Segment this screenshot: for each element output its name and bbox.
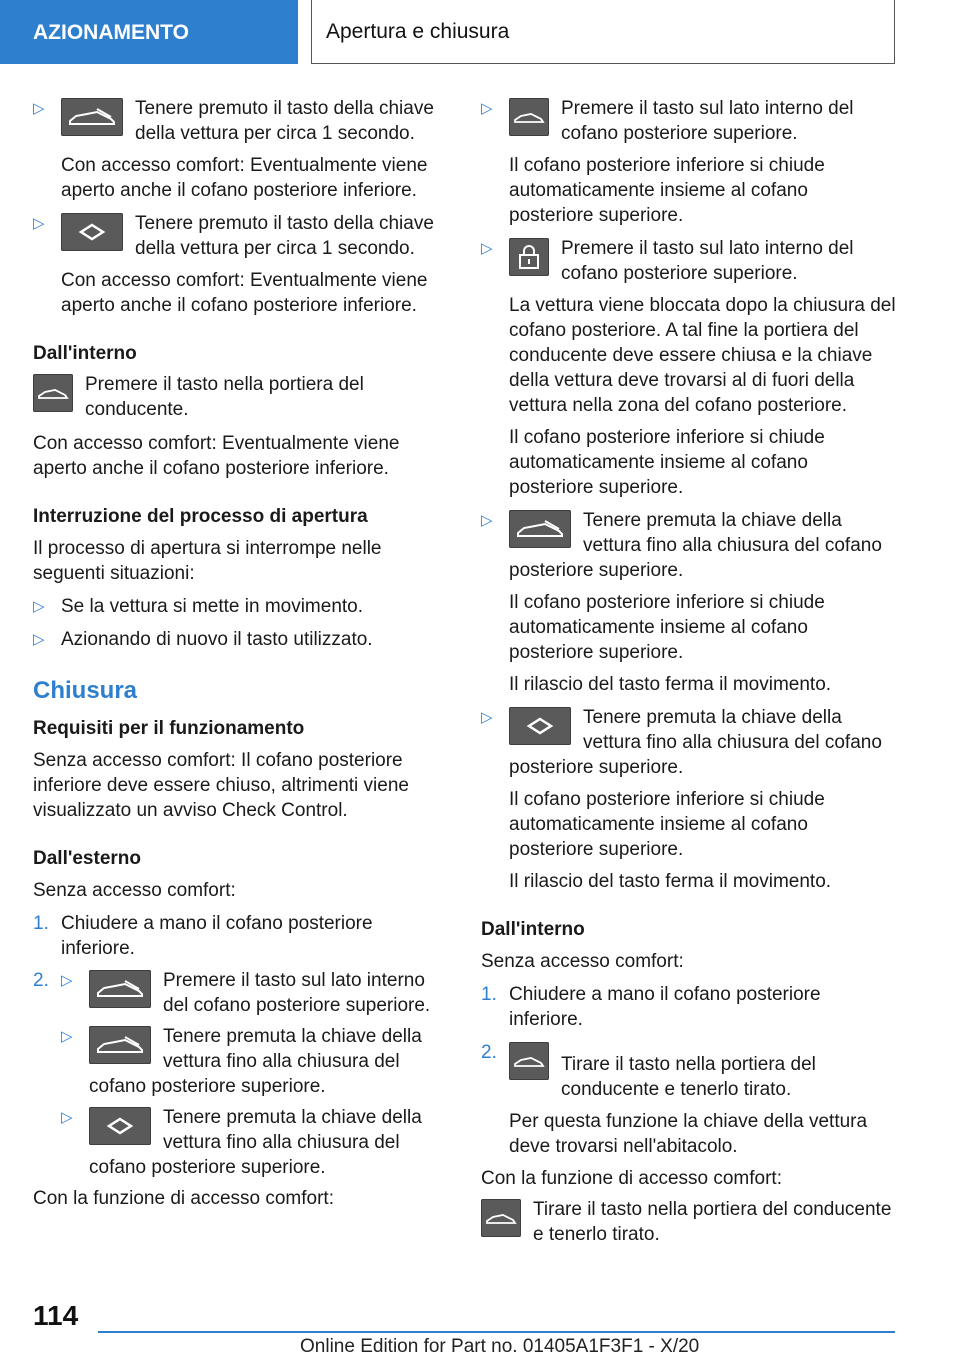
key-trunk-icon [89,1026,151,1064]
outside-intro: Senza accesso comfort: [33,880,236,901]
bullet-note: Il cofano posteriore inferiore si chiude automaticamente insieme al cofano posteriore superiore. [509,427,825,498]
heading-inside: Dall'interno [481,919,585,940]
heading-closing: Chiusura [33,677,138,704]
bullet-icon: ▷ [481,100,493,117]
list-item [33,594,448,619]
page-number: 114 [33,1300,79,1331]
step-number: 1. [481,984,497,1005]
door-trunk-button-icon [509,1042,549,1080]
trunk-inner-button-icon [509,98,549,136]
comfort-instruction [481,1197,896,1247]
bullet-note: Con accesso comfort: Eventualmente viene aperto anche il cofano posteriore inferiore. [61,155,428,201]
heading-outside: Dall'esterno [33,848,141,869]
bullet-text: Tenere premuto il tasto della chiave della vettura per circa 1 secondo. [135,98,434,144]
interrupt-text: Il processo di apertura si interrompe nelle seguenti situazioni: [33,538,382,584]
trunk-button-icon [61,98,123,136]
bullet-text: Tenere premuto il tasto della chiave della vettura per circa 1 secondo. [135,213,434,259]
bullet-note: Con accesso comfort: Eventualmente viene aperto anche il cofano posteriore inferiore. [61,270,428,316]
key-diamond-icon [89,1107,151,1145]
inside-text: Premere il tasto nella portiera del conducente. [85,374,364,420]
footer-divider [98,1331,895,1333]
bullet-icon: ▷ [33,100,45,117]
bullet-trunk-key [33,96,448,203]
step-number: 1. [33,913,49,934]
bullet-key-diamond [481,705,896,894]
lock-icon [509,238,549,276]
key-trunk-icon [509,510,571,548]
step-note: Per questa funzione la chiave della vettura deve trovarsi nell'abitacolo. [509,1111,868,1157]
bullet-note: Il rilascio del tasto ferma il movimento. [509,871,832,892]
sub-bullet-text: Tenere premuta la chiave della vettura fino alla chiusura del cofano posteriore superiore. [89,1107,422,1178]
bullet-note: Il cofano posteriore inferiore si chiude automaticamente insieme al cofano posteriore superiore. [509,789,825,860]
bullet-note: Il cofano posteriore inferiore si chiude automaticamente insieme al cofano posteriore superiore. [509,155,825,226]
key-diamond-icon [509,707,571,745]
inside-note: Con accesso comfort: Eventualmente viene aperto anche il cofano posteriore inferiore. [33,433,400,479]
step-number: 2. [33,970,49,991]
header-section-tab [0,0,298,64]
step-2 [481,1040,896,1159]
footer-edition: Online Edition for Part no. 01405A1F3F1 - X/20 [300,1336,700,1357]
heading-requirements: Requisiti per il funzionamento [33,718,305,739]
list-item [33,627,448,652]
step-1 [481,982,896,1032]
bullet-key-trunk [481,508,896,697]
bullet-icon: ▷ [481,512,493,529]
bullet-icon: ▷ [481,240,493,257]
comfort-intro: Con la funzione di accesso comfort: [481,1168,782,1189]
list-item-text: Azionando di nuovo il tasto utilizzato. [61,629,373,650]
sub-bullet-text: Tenere premuta la chiave della vettura fino alla chiusura del cofano posteriore superiore. [89,1026,422,1097]
bullet-icon: ▷ [61,972,73,989]
sub-bullet [61,1024,448,1099]
requirements-text: Senza accesso comfort: Il cofano posteriore inferiore deve essere chiuso, altrimenti viene visualizzato un avviso Check Control. [33,750,409,821]
door-trunk-button-icon [481,1199,521,1237]
right-column [481,96,896,1247]
inside-instruction [33,372,448,422]
sub-bullet-text: Premere il tasto sul lato interno del cofano posteriore superiore. [163,970,431,1016]
heading-interrupt: Interruzione del processo di apertura [33,506,368,527]
bullet-note: La vettura viene bloccata dopo la chiusura del cofano posteriore. A tal fine la portiera del conducente deve essere chiusa e la chiave della vettura deve trovarsi al di fuori della vettura nella zona del cofano posteriore. [509,295,896,416]
bullet-note: Il cofano posteriore inferiore si chiude automaticamente insieme al cofano posteriore superiore. [509,592,825,663]
comfort-text: Tirare il tasto nella portiera del conducente e tenerlo tirato. [533,1199,892,1245]
sub-bullet [61,1105,448,1180]
bullet-icon: ▷ [61,1109,73,1126]
bullet-trunk-inner [481,96,896,228]
bullet-text: Premere il tasto sul lato interno del cofano posteriore superiore. [561,98,854,144]
step-text: Tirare il tasto nella portiera del conducente e tenerlo tirato. [561,1054,816,1100]
bullet-icon: ▷ [61,1028,73,1045]
list-item-text: Se la vettura si mette in movimento. [61,596,364,617]
bullet-note: Il rilascio del tasto ferma il movimento. [509,674,832,695]
step-text: Chiudere a mano il cofano posteriore inferiore. [61,913,373,959]
heading-inside: Dall'interno [33,343,137,364]
step-2 [33,968,448,1180]
header-chapter-tab [311,0,895,64]
comfort-intro: Con la funzione di accesso comfort: [33,1188,334,1209]
bullet-text: Tenere premuta la chiave della vettura fino alla chiusura del cofano posteriore superiore. [509,510,882,581]
step-1 [33,911,448,961]
step-number: 2. [481,1042,497,1063]
bullet-icon: ▷ [481,709,493,726]
chapter-title: Apertura e chiusura [326,20,510,43]
section-title: AZIONAMENTO [33,20,189,44]
inside-intro: Senza accesso comfort: [481,951,684,972]
trunk-button-icon [89,970,151,1008]
bullet-lock [481,236,896,500]
left-column [33,96,448,1211]
key-diamond-icon [61,213,123,251]
step-text: Chiudere a mano il cofano posteriore inferiore. [509,984,821,1030]
bullet-key-diamond [33,211,448,318]
bullet-icon: ▷ [33,215,45,232]
sub-bullet [61,968,448,1018]
bullet-icon: ▷ [33,598,45,615]
door-trunk-button-icon [33,374,73,412]
bullet-icon: ▷ [33,631,45,648]
bullet-text: Premere il tasto sul lato interno del cofano posteriore superiore. [561,238,854,284]
bullet-text: Tenere premuta la chiave della vettura fino alla chiusura del cofano posteriore superiore. [509,707,882,778]
